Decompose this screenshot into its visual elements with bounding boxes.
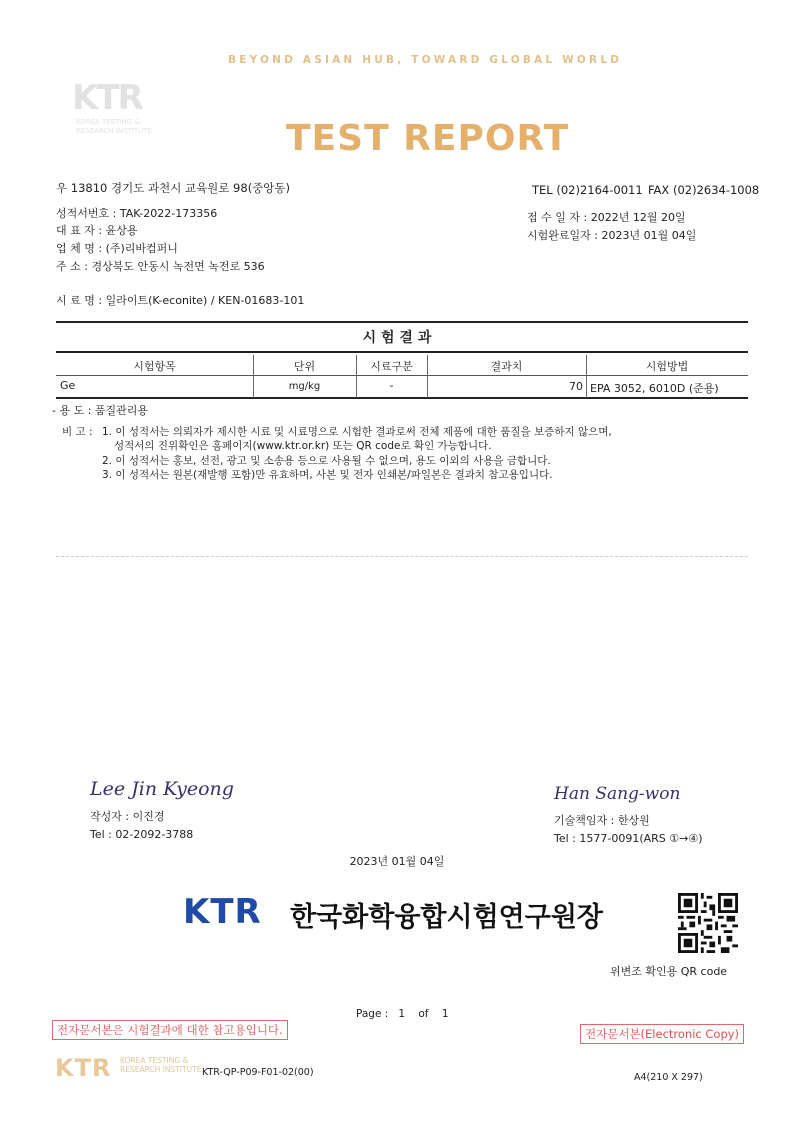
cell-unit: mg/kg (288, 381, 321, 392)
complete-date-row: 시험완료일자 : 2023년 01월 04일 (527, 229, 697, 242)
company-address: 경상북도 안동시 녹전면 녹전로 536 (91, 260, 265, 273)
remark-line: 3. 이 성적서는 원본(재발행 포함)만 유효하며, 사본 및 전자 인쇄본/파일본은 결과치 참고용입니다. (102, 469, 553, 481)
table-header-bottom-rule (56, 375, 748, 376)
col-header-item: 시험항목 (133, 360, 176, 373)
receipt-date: 2022년 12월 20일 (590, 211, 686, 224)
footer-ktr-logo: KTR (55, 1054, 112, 1082)
qr-code (678, 893, 738, 953)
issue-date: 2023년 01월 04일 (349, 855, 445, 868)
tech-manager-tel: Tel : 1577-0091(ARS ①→④) (554, 832, 703, 845)
cell-method: EPA 3052, 6010D (준용) (590, 382, 719, 395)
company-name: (주)리바컴퍼니 (105, 242, 178, 255)
report-no: TAK-2022-173356 (119, 207, 218, 220)
page-number: 1 (398, 1008, 405, 1020)
report-no-row: 성적서번호 : TAK-2022-173356 (56, 207, 218, 220)
col-header-unit: 단위 (293, 360, 316, 373)
results-section-title: 시 험 결 과 (362, 330, 432, 346)
slogan: BEYOND ASIAN HUB, TOWARD GLOBAL WORLD (228, 54, 623, 66)
institute-name: 한국화학융합시험연구원장 (290, 902, 603, 933)
address-row: 주 소 : 경상북도 안동시 녹전면 녹전로 536 (56, 260, 265, 273)
representative: 윤상용 (105, 224, 138, 237)
tech-signature: Han Sang-won (554, 784, 681, 804)
remark-line: 1. 이 성적서는 의뢰자가 제시한 시료 및 시료명으로 시험한 결과로써 전체 제품에 대한 품질을 보증하지 않으며, (102, 426, 612, 438)
cell-item: Ge (60, 379, 76, 392)
company-row: 업 체 명 : (주)리바컴퍼니 (56, 242, 178, 255)
footer-logo-subtitle: KOREA TESTING & RESEARCH INSTITUTE (120, 1056, 202, 1074)
representative-row: 대 표 자 : 윤상용 (56, 224, 138, 237)
cell-sample-type: - (389, 379, 394, 392)
complete-date: 2023년 01월 04일 (601, 229, 697, 242)
watermark-subtitle: KOREA TESTING & RESEARCH INSTITUTE (76, 118, 153, 135)
page-indicator: Page : 1 of 1 (356, 1008, 449, 1020)
report-title: TEST REPORT (286, 118, 570, 159)
sample-row: 시 료 명 : 일라이트(K-econite) / KEN-01683-101 (56, 294, 305, 307)
qr-label: 위변조 확인용 QR code (610, 965, 728, 978)
col-header-method: 시험방법 (645, 360, 689, 373)
paper-size: A4(210 X 297) (634, 1072, 703, 1083)
fax-number: FAX (02)2634-1008 (648, 183, 760, 197)
cell-result: 70 (569, 380, 583, 393)
remark-line: 성적서의 진위확인은 홈페이지(www.ktr.or.kr) 또는 QR code로 확인 가능합니다. (114, 440, 492, 452)
receipt-date-row: 접 수 일 자 : 2022년 12월 20일 (527, 211, 686, 224)
electronic-copy-stamp: 전자문서본(Electronic Copy) (580, 1024, 744, 1044)
author-name: 작성자 : 이진경 (90, 810, 165, 823)
col-header-sample-type: 시료구분 (370, 360, 413, 373)
table-header-top-rule (56, 351, 748, 353)
table-bottom-rule (56, 397, 748, 399)
tel-number: TEL (02)2164-0011 (532, 183, 643, 197)
ktr-watermark-logo (66, 78, 178, 140)
author-tel: Tel : 02-2092-3788 (90, 828, 194, 841)
scan-fold-line (56, 556, 748, 557)
remark-line: 2. 이 성적서는 홍보, 선전, 광고 및 소송용 등으로 사용될 수 없으며, 용도 이외의 사용을 금합니다. (102, 455, 551, 467)
remarks-label: 비 고 : (62, 426, 93, 438)
tech-manager-name: 기술책임자 : 한상원 (554, 814, 650, 827)
electronic-copy-notice: 전자문서본은 시험결과에 대한 참고용입니다. (52, 1020, 288, 1040)
author-signature: Lee Jin Kyeong (90, 778, 234, 800)
usage-row: - 용 도 : 품질관리용 (52, 404, 149, 417)
usage-value: 품질관리용 (94, 404, 149, 417)
watermark-logo-text: KTR (72, 78, 142, 118)
col-header-result: 결과치 (490, 360, 523, 373)
institute-address: 우 13810 경기도 과천시 교육원로 98(중앙동) (56, 181, 290, 195)
section-top-rule (56, 321, 748, 323)
form-code: KTR-QP-P09-F01-02(00) (202, 1067, 314, 1078)
page-total: 1 (441, 1008, 449, 1020)
sample-name: 일라이트(K-econite) / KEN-01683-101 (105, 294, 305, 307)
ktr-logo: KTR (183, 892, 262, 932)
